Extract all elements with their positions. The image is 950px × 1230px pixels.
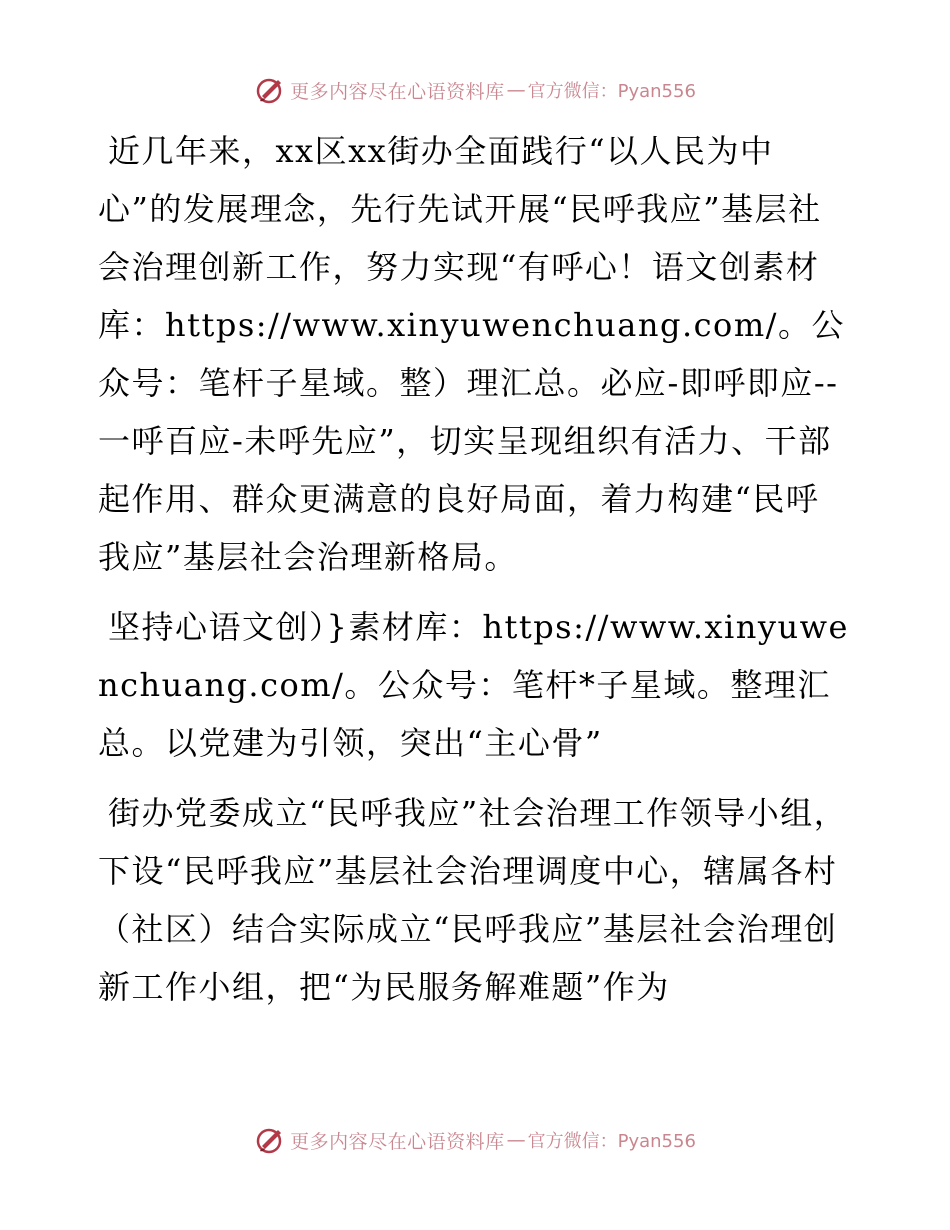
paragraph-3: 街办党委成立“民呼我应”社会治理工作领导小组，下设“民呼我应”基层社会治理调度中心，辖属各村（社区）结合实际成立“民呼我应”基层社会治理创新工作小组，把“为民服务解难题”作为 (98, 794, 848, 1006)
header-wechat: 官方微信：Pyan556 (527, 81, 696, 102)
document-body (98, 122, 850, 1028)
paragraph-1: 近几年来，xx区xx街办全面践行“以人民为中心”的发展理念，先行先试开展“民呼我应”基层社会治理创新工作，努力实现“有呼心！语文创素材库：https://www.xinyuwenchuang.com/。公众号：笔杆子星域。整）理汇总。必应-即呼即应--一呼百应-未呼先应”，切实呈现组织有活力、干部起作用、群众更满意的良好局面，着力构建“民呼我应”基层社会治理新格局。 (98, 132, 845, 576)
footer-banner (0, 1120, 950, 1160)
brush-logo-icon (254, 1124, 286, 1156)
footer-wechat: 官方微信：Pyan556 (527, 1131, 696, 1152)
header-separator: — (506, 79, 526, 101)
brush-logo-icon (254, 74, 286, 106)
footer-slogan: 更多内容尽在心语资料库 (290, 1130, 505, 1153)
footer-separator: — (506, 1129, 526, 1151)
header-banner (0, 70, 950, 110)
header-slogan: 更多内容尽在心语资料库 (290, 80, 505, 103)
paragraph-2: 坚持心语文创）}素材库：https://www.xinyuwenchuang.com/。公众号：笔杆*子星域。整理汇总。以党建为引领，突出“主心骨” (98, 608, 849, 762)
